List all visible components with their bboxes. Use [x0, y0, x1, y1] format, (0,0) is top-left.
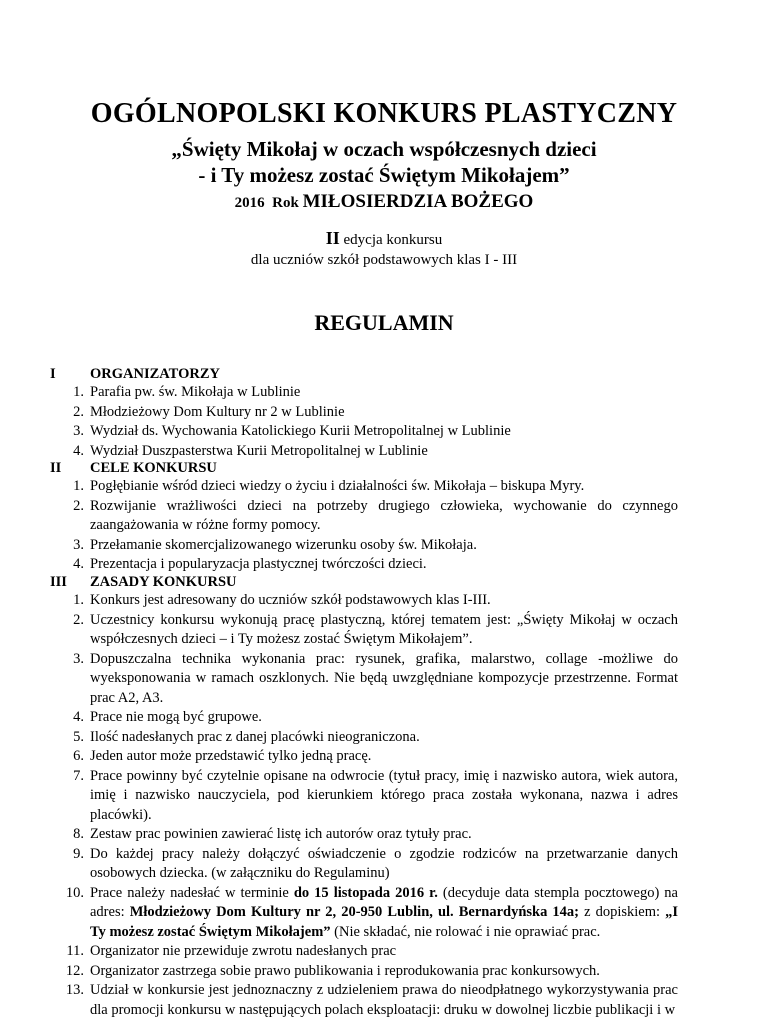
section-number: I	[50, 366, 56, 382]
list-item: 1. Pogłębianie wśród dzieci wiedzy o życiu i działalności św. Mikołaja – biskupa Myry.	[73, 478, 585, 494]
edition-roman-number: II	[325, 228, 340, 248]
list-item: 2. Rozwijanie wrażliwości dzieci na potrzeby drugiego człowieka, wychowanie do czynnego zaangażowania w różne formy pomocy.	[73, 497, 678, 533]
list-item: 8. Zestaw prac powinien zawierać listę ich autorów oraz tytuły prac.	[73, 826, 472, 842]
list-item: 4. Prace nie mogą być grupowe.	[73, 709, 262, 725]
list-item: 12. Organizator zastrzega sobie prawo publikowania i reprodukowania prac konkursowych.	[65, 962, 600, 979]
list-item: 6. Jeden autor może przedstawić tylko jedną pracę.	[73, 748, 372, 764]
audience-line: dla uczniów szkół podstawowych klas I - III	[250, 252, 518, 268]
contest-theme-line-2: - i Ty możesz zostać Świętym Mikołajem”	[198, 163, 570, 187]
list-item: 13. Udział w konkursie jest jednoznaczny z udzieleniem prawa do nieodpłatnego wykorzystywania prac dla promocji konkursu w następujących polach eksploatacji: druku w dowolnej liczbie publikacji i w	[65, 982, 678, 1018]
goals-list	[0, 477, 768, 575]
list-item: 5. Ilość nadesłanych prac z danej placówki nieograniczona.	[73, 728, 420, 745]
list-item: 3. Wydział ds. Wychowania Katolickiego Kurii Metropolitalnej w Lublinie	[73, 423, 511, 439]
list-item: 2. Uczestnicy konkursu wykonują pracę plastyczną, której tematem jest: „Święty Mikołaj w oczach współczesnych dzieci – i Ty możesz zostać Świętym Mikołajem”.	[73, 611, 678, 647]
year-motto	[0, 191, 768, 213]
edition-info	[0, 228, 768, 270]
organizers-list	[0, 383, 768, 461]
list-item: 9. Do każdej pracy należy dołączyć oświadczenie o zgodzie rodziców na przetwarzanie danych osobowych dziecka. (w załączniku do Regulaminu)	[73, 845, 678, 881]
contest-theme	[0, 136, 768, 188]
section-heading: ORGANIZATORZY	[90, 366, 220, 382]
section-number: II	[50, 460, 62, 476]
section-number: III	[50, 574, 67, 590]
list-item: 4. Prezentacja i popularyzacja plastycznej twórczości dzieci.	[73, 556, 427, 572]
section-heading: CELE KONKURSU	[90, 460, 217, 476]
year-label: 2016 Rok	[234, 195, 303, 211]
section-heading: ZASADY KONKURSU	[90, 574, 237, 590]
contest-theme-line-1: „Święty Mikołaj w oczach współczesnych dzieci	[171, 137, 597, 161]
list-item: 7. Prace powinny być czytelnie opisane na odwrocie (tytuł pracy, imię i nazwisko autora, wiek autora, imię i nazwisko nauczyciela, pod kierunkiem którego praca została wykonana, nazwa i adres placówki).	[73, 767, 678, 823]
list-item: 4. Wydział Duszpasterstwa Kurii Metropolitalnej w Lublinie	[73, 442, 428, 459]
list-item: 10. Prace należy nadesłać w terminie do 15 listopada 2016 r. (decyduje data stempla pocztowego) na adres: Młodzieżowy Dom Kultury nr 2, 20-950 Lublin, ul. Bernardyńska 14a; z dopiskiem: „I Ty możesz zostać Świętym Mikołajem” (Nie składać, nie rolować i nie oprawiać prac.	[65, 884, 678, 940]
list-item: 11. Organizator nie przewiduje zwrotu nadesłanych prac	[66, 943, 397, 959]
list-item: 1. Parafia pw. św. Mikołaja w Lublinie	[73, 384, 301, 400]
list-item: 2. Młodzieżowy Dom Kultury nr 2 w Lublinie	[73, 403, 345, 420]
regulations-title: REGULAMIN	[314, 310, 454, 335]
year-motto-text: MIŁOSIERDZIA BOŻEGO	[302, 191, 534, 212]
contest-title: OGÓLNOPOLSKI KONKURS PLASTYCZNY	[90, 98, 678, 129]
list-item: 3. Przełamanie skomercjalizowanego wizerunku osoby św. Mikołaja.	[73, 536, 477, 553]
list-item: 3. Dopuszczalna technika wykonania prac: rysunek, grafika, malarstwo, collage -możliwe do wyeksponowania w ramach oszklonych. Nie będą uwzględniane kompozycje przestrzenne. Format prac A2, A3.	[73, 650, 678, 706]
edition-label: edycja konkursu	[339, 232, 443, 248]
rules-list	[0, 591, 768, 1020]
list-item: 1. Konkurs jest adresowany do uczniów szkół podstawowych klas I-III.	[73, 592, 491, 608]
